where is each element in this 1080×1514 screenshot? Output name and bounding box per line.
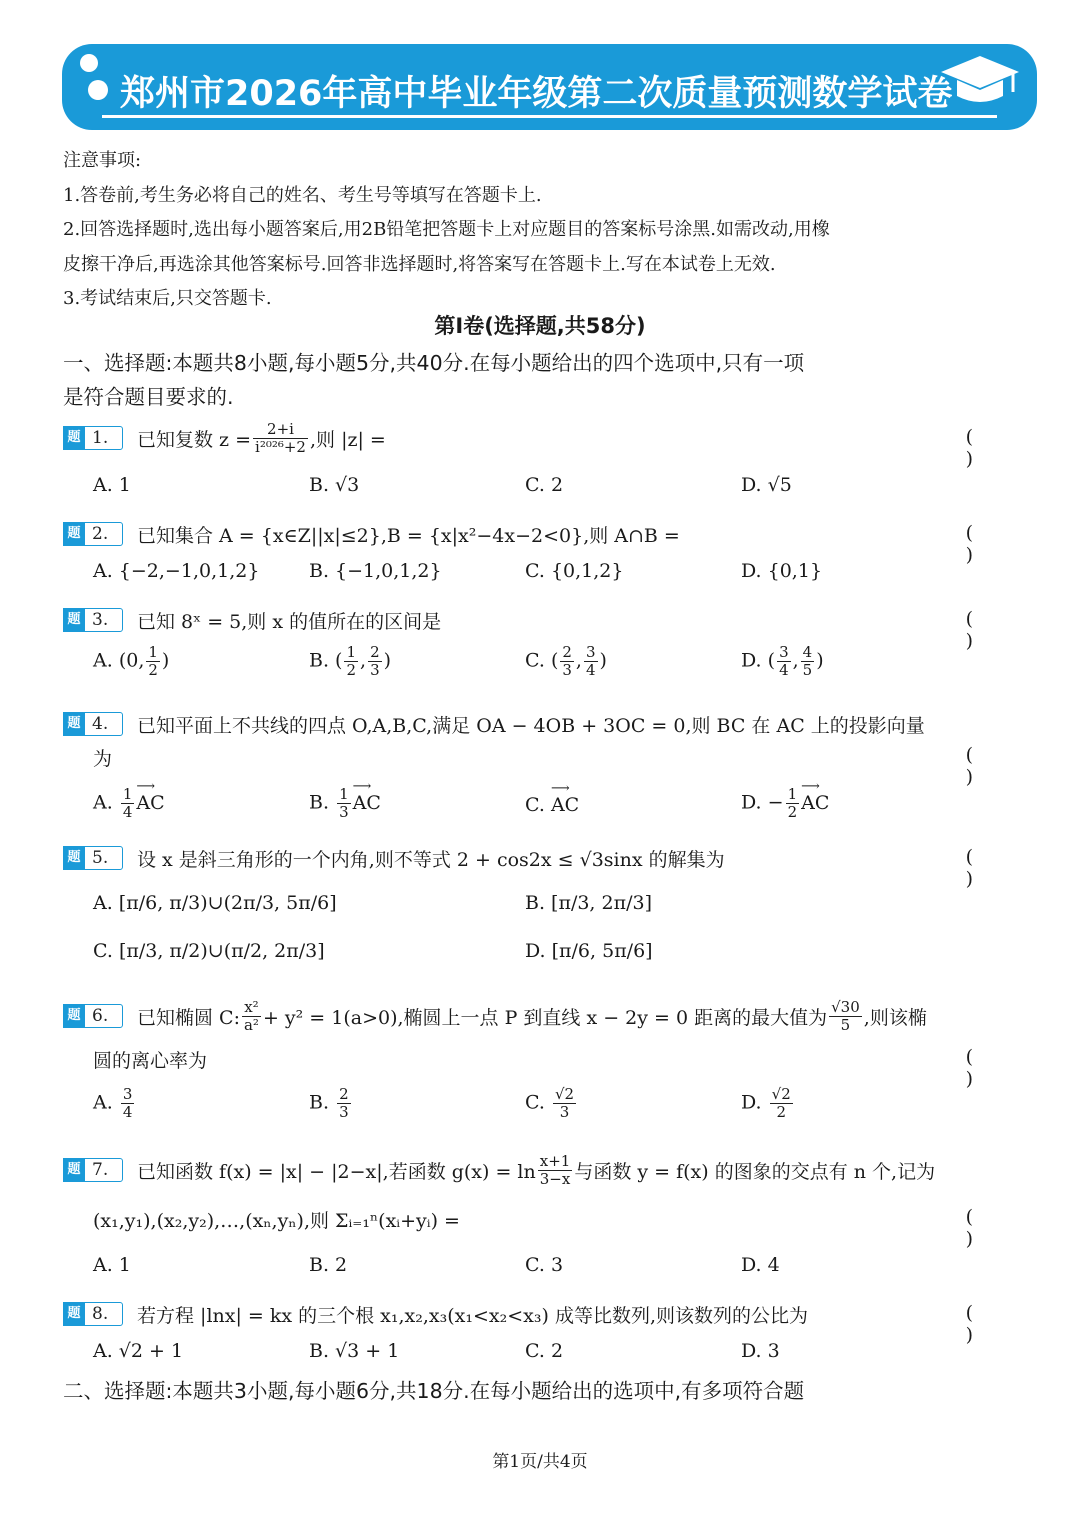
option-c: C. 2 xyxy=(525,474,564,496)
question-number-tag: 题 8. xyxy=(63,1302,123,1326)
answer-parentheses: ( ) xyxy=(965,1206,1003,1250)
option-c: C. ( $\frac{2}{3}$ , $\frac{3}{4}$ ) xyxy=(525,643,607,679)
question-stem: 已知椭圆 C: xyxy=(137,1006,240,1029)
banner-dot xyxy=(88,80,108,100)
answer-parentheses: ( ) xyxy=(965,1302,1003,1346)
option-c: C. $\frac{√2}{3}$ xyxy=(525,1085,575,1121)
question-7 xyxy=(63,1146,1003,1286)
option-c: C. 2 xyxy=(525,1340,564,1362)
exam-notice xyxy=(63,144,1003,317)
option-d: D. − $\frac{1}{2}$ ⟶ AC xyxy=(741,786,829,821)
question-stem: 设 x 是斜三角形的一个内角,则不等式 2 + cos2x ≤ √3sinx 的解集为 xyxy=(137,848,725,871)
section-line: 是符合题目要求的. xyxy=(63,385,234,409)
question-stem-cont: 为 xyxy=(93,748,113,770)
option-a: A. (0, $\frac{1}{2}$ ) xyxy=(93,643,170,679)
option-a: A. 1 xyxy=(93,474,131,496)
option-a: A. {−2,−1,0,1,2} xyxy=(93,560,260,582)
question-5 xyxy=(63,844,1003,974)
fraction: $\frac{√30}{5}$ xyxy=(831,997,860,1034)
option-b: B. √3 + 1 xyxy=(309,1340,400,1362)
fraction: $\frac{x+1}{3-x}$ xyxy=(539,1151,571,1188)
question-stem-cont: 圆的离心率为 xyxy=(93,1050,208,1072)
question-stem: ,则该椭 xyxy=(863,1006,927,1029)
question-1 xyxy=(63,416,1003,506)
fraction: $\frac{2+i}{\text{i²⁰²⁶+2}}$ xyxy=(255,419,306,456)
question-number-tag: 题 1. xyxy=(63,426,123,450)
question-stem: 已知 8ˣ = 5,则 x 的值所在的区间是 xyxy=(137,610,442,633)
banner-underline xyxy=(102,115,997,118)
notice-heading: 注意事项: xyxy=(63,150,142,171)
question-stem: 已知复数 z = xyxy=(137,428,252,451)
question-6 xyxy=(63,992,1003,1132)
question-stem: ,则 |z| = xyxy=(309,428,386,451)
notice-item: 3.考试结束后,只交答题卡. xyxy=(63,288,272,309)
question-stem-cont: (x₁,y₁),(x₂,y₂),…,(xₙ,yₙ),则 Σᵢ₌₁ⁿ(xᵢ+yᵢ) = xyxy=(93,1210,460,1232)
option-c: C. {0,1,2} xyxy=(525,560,624,582)
notice-item: 1.答卷前,考生务必将自己的姓名、考生号等填写在答题卡上. xyxy=(63,184,542,206)
option-d: D. √5 xyxy=(741,474,792,496)
option-a: A. √2 + 1 xyxy=(93,1340,184,1362)
answer-parentheses: ( ) xyxy=(965,1046,1003,1090)
title-banner xyxy=(62,44,1037,130)
answer-parentheses: ( ) xyxy=(965,426,1003,470)
answer-parentheses: ( ) xyxy=(965,846,1003,890)
section-heading-2: 二、选择题:本题共3小题,每小题6分,共18分.在每小题给出的选项中,有多项符合题 xyxy=(63,1379,805,1403)
banner-dot xyxy=(80,54,98,72)
question-number-tag: 题 6. xyxy=(63,1004,123,1028)
graduation-cap-icon xyxy=(939,50,1021,110)
question-stem: 与函数 y = f(x) 的图象的交点有 n 个,记为 xyxy=(574,1160,936,1183)
question-3 xyxy=(63,606,1003,690)
option-a: A. 1 xyxy=(93,1254,131,1276)
option-b: B. 2 xyxy=(309,1254,348,1276)
page-footer: 第1页/共4页 xyxy=(492,1452,588,1472)
question-number-tag: 题 4. xyxy=(63,712,123,736)
answer-parentheses: ( ) xyxy=(965,744,1003,788)
option-a: A. $\frac{3}{4}$ xyxy=(93,1085,133,1121)
option-d: D. [π/6, 5π/6] xyxy=(525,940,653,962)
question-stem: 已知函数 f(x) = |x| − |2−x|,若函数 g(x) = ln xyxy=(137,1160,536,1183)
notice-item: 皮擦干净后,再选涂其他答案标号.回答非选择题时,将答案写在答题卡上.写在本试卷上无效. xyxy=(63,253,776,275)
question-number-tag: 题 7. xyxy=(63,1158,123,1182)
option-b: B. ( $\frac{1}{2}$ , $\frac{2}{3}$ ) xyxy=(309,643,392,679)
option-b: B. {−1,0,1,2} xyxy=(309,560,442,582)
option-b: B. [π/3, 2π/3] xyxy=(525,892,652,914)
answer-parentheses: ( ) xyxy=(965,522,1003,566)
option-c: C. 3 xyxy=(525,1254,564,1276)
option-d: D. 3 xyxy=(741,1340,780,1362)
option-c: C. ⟶ AC xyxy=(525,794,579,816)
question-number-tag: 题 3. xyxy=(63,608,123,632)
part-title: 第Ⅰ卷(选择题,共58分) xyxy=(434,314,646,338)
question-stem: + y² = 1(a>0),椭圆上一点 P 到直线 x − 2y = 0 距离的最大值为 xyxy=(262,1006,828,1029)
option-b: B. $\frac{2}{3}$ xyxy=(309,1085,349,1121)
question-2 xyxy=(63,520,1003,590)
option-d: D. {0,1} xyxy=(741,560,823,582)
question-stem: 已知平面上不共线的四点 O,A,B,C,满足 OA − 4OB + 3OC = 0,则 BC 在 AC 上的投影向量 xyxy=(137,714,925,737)
option-a: A. [π/6, π/3)∪(2π/3, 5π/6] xyxy=(93,892,337,914)
option-d: D. 4 xyxy=(741,1254,780,1276)
question-stem: 若方程 |lnx| = kx 的三个根 x₁,x₂,x₃(x₁<x₂<x₃) 成等比数列,则该数列的公比为 xyxy=(137,1304,808,1327)
notice-item: 2.回答选择题时,选出每小题答案后,用2B铅笔把答题卡上对应题目的答案标号涂黑.如需改动,用橡 xyxy=(63,219,830,240)
question-number-tag: 题 5. xyxy=(63,846,123,870)
option-d: D. $\frac{√2}{2}$ xyxy=(741,1085,791,1121)
answer-parentheses: ( ) xyxy=(965,608,1003,652)
option-c: C. [π/3, π/2)∪(π/2, 2π/3] xyxy=(93,940,325,962)
page-title: 郑州市2026年高中毕业年级第二次质量预测数学试卷 xyxy=(120,74,953,114)
question-stem: 已知集合 A = {x∈Z||x|≤2},B = {x|x²−4x−2<0},则 A∩B = xyxy=(137,524,680,547)
option-a: A. $\frac{1}{4}$ ⟶ AC xyxy=(93,786,165,821)
option-b: B. √3 xyxy=(309,474,360,496)
option-d: D. ( $\frac{3}{4}$ , $\frac{4}{5}$ ) xyxy=(741,643,824,679)
question-4 xyxy=(63,710,1003,830)
section-heading xyxy=(63,346,1003,414)
question-8 xyxy=(63,1300,1003,1370)
question-number-tag: 题 2. xyxy=(63,522,123,546)
option-b: B. $\frac{1}{3}$ ⟶ AC xyxy=(309,786,381,821)
section-line: 一、选择题:本题共8小题,每小题5分,共40分.在每小题给出的四个选项中,只有一项 xyxy=(63,351,805,375)
fraction: $\frac{\text{x²}}{\text{a²}}$ xyxy=(243,997,259,1034)
